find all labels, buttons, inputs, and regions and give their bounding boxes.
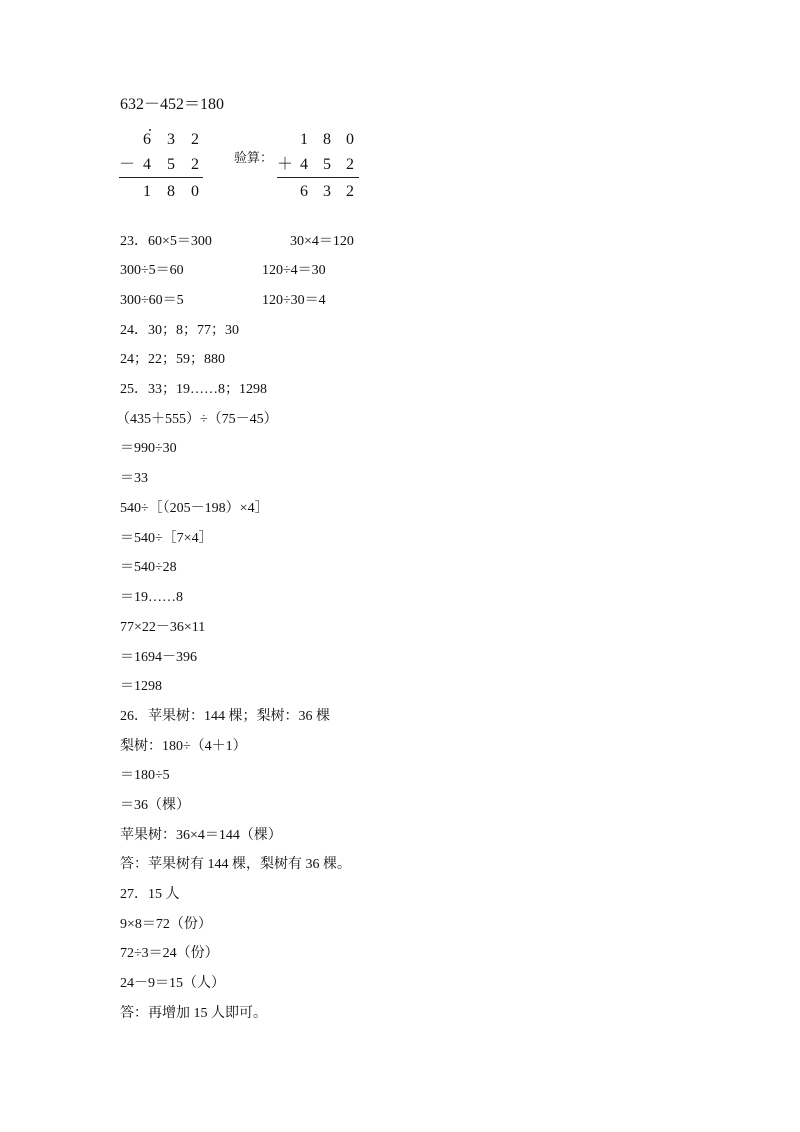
answer-line: ＝33 [120, 471, 148, 486]
answer-line: 答：苹果树有 144 棵，梨树有 36 棵。 [120, 857, 351, 872]
add-top-digit-2: 8 [323, 131, 331, 148]
answer-line: ＝19……8 [120, 590, 183, 605]
answer-line: 27．15 人 [120, 887, 180, 902]
add-result-digit-2: 3 [323, 183, 331, 200]
q23-row1-left: 23．60×5＝300 [120, 234, 212, 249]
add-top-digit-3: 0 [346, 131, 354, 148]
add-top-digit-1: 1 [300, 131, 308, 148]
q23-row2-right: 120÷4＝30 [262, 263, 326, 278]
sub-mid-digit-2: 5 [167, 156, 175, 173]
answer-line: 24；22；59；880 [120, 352, 225, 367]
sub-mid-digit-1: 4 [143, 156, 151, 173]
q23-row3-left: 300÷60＝5 [120, 293, 184, 308]
sub-result-digit-3: 0 [191, 183, 199, 200]
answer-line: 540÷［（205－198）×4］ [120, 501, 269, 516]
sub-top-digit-1: 6 [143, 131, 151, 148]
add-mid-digit-1: 4 [300, 156, 308, 173]
sub-top-digit-2: 3 [167, 131, 175, 148]
add-operator: ＋ [277, 156, 294, 173]
q23-row3-right: 120÷30＝4 [262, 293, 326, 308]
answer-line: 72÷3＝24（份） [120, 946, 219, 961]
sub-top-digit-3: 2 [191, 131, 199, 148]
answer-line: ＝36（棵） [120, 798, 190, 813]
answer-line: ＝180÷5 [120, 768, 170, 783]
answer-line: ＝1694－396 [120, 650, 197, 665]
q23-row1-right: 30×4＝120 [290, 234, 354, 249]
sub-result-digit-1: 1 [143, 183, 151, 200]
add-result-digit-3: 2 [346, 183, 354, 200]
sub-mid-digit-3: 2 [191, 156, 199, 173]
add-result-digit-1: 6 [300, 183, 308, 200]
sub-rule [119, 177, 203, 178]
answer-line: 77×22－36×11 [120, 620, 206, 635]
add-rule [277, 177, 359, 178]
q23-row2-left: 300÷5＝60 [120, 263, 184, 278]
add-mid-digit-3: 2 [346, 156, 354, 173]
sub-operator: － [119, 156, 136, 173]
header-equation: 632－452＝180 [120, 96, 225, 113]
answer-line: 9×8＝72（份） [120, 917, 212, 932]
answer-line: ＝1298 [120, 679, 162, 694]
answer-line: （435＋555）÷（75－45） [116, 412, 278, 427]
answer-line: ＝540÷28 [120, 560, 177, 575]
answer-line: ＝990÷30 [120, 441, 177, 456]
answer-line: 24．30；8；77；30 [120, 323, 239, 338]
check-label: 验算： [234, 151, 274, 166]
answer-line: 苹果树：36×4＝144（棵） [120, 828, 282, 843]
answer-line: ＝540÷［7×4］ [120, 531, 213, 546]
answer-line: 26．苹果树：144 棵；梨树：36 棵 [120, 709, 330, 724]
sub-result-digit-2: 8 [167, 183, 175, 200]
answer-line: 24－9＝15（人） [120, 976, 225, 991]
answer-line: 25．33；19……8；1298 [120, 382, 267, 397]
add-mid-digit-2: 5 [323, 156, 331, 173]
answer-line: 梨树：180÷（4＋1） [120, 739, 247, 754]
answer-line: 答：再增加 15 人即可。 [120, 1006, 267, 1021]
